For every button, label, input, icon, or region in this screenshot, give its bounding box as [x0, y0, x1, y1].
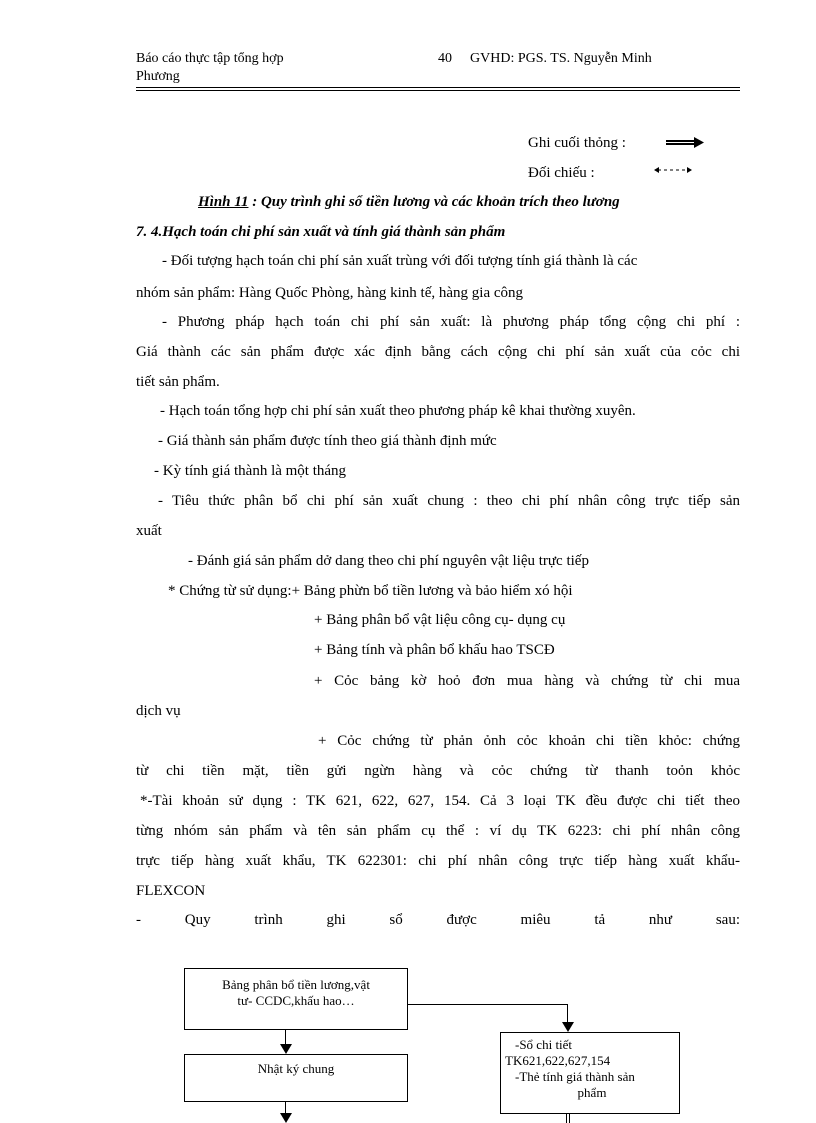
box-detail-ledger	[500, 1032, 680, 1114]
para-13-line-3: trực tiếp hàng xuất khẩu, TK 622301: chi phí nhân công trực tiếp hàng xuất khẩu-	[136, 853, 740, 869]
box-detail-line-3: -Thẻ tính giá thành sản	[515, 1069, 635, 1084]
para-6-line-2: xuất	[136, 523, 162, 539]
para-5: - Kỳ tính giá thành là một tháng	[154, 463, 347, 479]
para-11-line-2: dịch vụ	[136, 703, 181, 719]
para-4: - Giá thành sản phẩm được tính theo giá thành định mức	[158, 433, 497, 449]
para-7: - Đánh giá sản phẩm dở dang theo chi phí nguyên vật liệu trực tiếp	[188, 553, 589, 569]
box-allocation-line-2: tư- CCDC,khấu hao…	[237, 993, 355, 1008]
connector-horizontal	[408, 1004, 568, 1005]
legend-final-label: Ghi cuối thỏng :	[528, 135, 626, 151]
para-13-line-4: FLEXCON	[136, 883, 206, 899]
arrowhead-icon	[562, 1022, 574, 1032]
para-1-line-2: nhóm sản phẩm: Hàng Quốc Phòng, hàng kinh tế, hàng gia công	[136, 285, 524, 301]
para-14: - Quy trình ghi sổ được miêu tả như sau:	[136, 912, 740, 928]
para-1-line-1-text: - Đối tượng hạch toán chi phí sản xuất trùng với đối tượng tính giá thành là các	[162, 253, 638, 269]
arrowhead-icon	[280, 1113, 292, 1123]
para-11-line-1: + Cỏc bảng kờ hoỏ đơn mua hàng và chứng từ chi mua	[314, 673, 740, 689]
para-13-line-1: *-Tài khoản sử dụng : TK 621, 622, 627, 154. Cả 3 loại TK đều được chi tiết theo	[140, 793, 740, 809]
box-general-journal-label: Nhật ký chung	[257, 1061, 335, 1076]
para-8: * Chứng từ sử dụng:+ Bảng phừn bổ tiền lương và bảo hiểm xó hội	[168, 583, 573, 599]
header-report-title-cont: Phương	[136, 69, 180, 84]
box-detail-line-2: TK621,622,627,154	[505, 1053, 611, 1068]
solid-arrow-icon	[664, 136, 706, 150]
page-number: 40	[438, 51, 452, 66]
para-12-line-1: + Cỏc chứng từ phản ỏnh cỏc khoản chi tiền khỏc: chứng	[318, 733, 740, 749]
box-allocation-sheets	[184, 968, 408, 1030]
section-title: 7. 4.Hạch toán chi phí sản xuất và tính giá thành sản phẩm	[136, 224, 506, 240]
dashed-arrow-icon	[652, 164, 694, 176]
para-12-line-2: từ chi tiền mặt, tiền gửi ngừn hàng và cỏc chứng từ thanh toỏn khỏc	[136, 763, 740, 779]
box-detail-line-1: -Sổ chi tiết	[515, 1037, 573, 1052]
connector-detail-down-right	[569, 1114, 570, 1123]
para-9: + Bảng phân bổ vật liệu công cụ- dụng cụ	[314, 612, 566, 628]
connector-detail-down-left	[566, 1114, 567, 1123]
figure-caption-text: : Quy trình ghi sổ tiền lương và các khoản trích theo lương	[248, 194, 620, 210]
legend-compare-label: Đối chiếu :	[528, 165, 595, 181]
box-general-journal	[184, 1054, 408, 1102]
box-detail-line-4: phẩm	[577, 1085, 607, 1100]
figure-label: Hình 11	[198, 194, 249, 210]
para-2-line-1: - Phương pháp hạch toán chi phí sản xuất: là phương pháp tổng cộng chi phí :	[162, 314, 740, 330]
para-3: - Hạch toán tổng hợp chi phí sản xuất theo phương pháp kê khai thường xuyên.	[160, 403, 636, 419]
figure-caption	[198, 194, 620, 211]
para-6-line-1: - Tiêu thức phân bổ chi phí sản xuất chung : theo chi phí nhân công trực tiếp sản	[158, 493, 740, 509]
header-rule-bottom	[136, 90, 740, 91]
para-13-line-2: từng nhóm sản phẩm và tên sản phẩm cụ thể : ví dụ TK 6223: chi phí nhân công	[136, 823, 740, 839]
box-allocation-line-1: Bảng phân bổ tiền lương,vật	[222, 977, 370, 992]
header-advisor: GVHD: PGS. TS. Nguyễn Minh	[470, 51, 652, 66]
para-2-line-2: Giá thành các sản phẩm được xác định bằng cách cộng chi phí sản xuất của cỏc chi	[136, 344, 740, 360]
header-report-title: Báo cáo thực tập tổng hợp	[136, 51, 284, 66]
para-10: + Bảng tính và phân bổ khấu hao TSCĐ	[314, 642, 555, 658]
header-rule-top	[136, 87, 740, 88]
para-1-line-1	[162, 253, 740, 270]
para-2-line-3: tiết sản phẩm.	[136, 374, 220, 390]
arrowhead-icon	[280, 1044, 292, 1054]
